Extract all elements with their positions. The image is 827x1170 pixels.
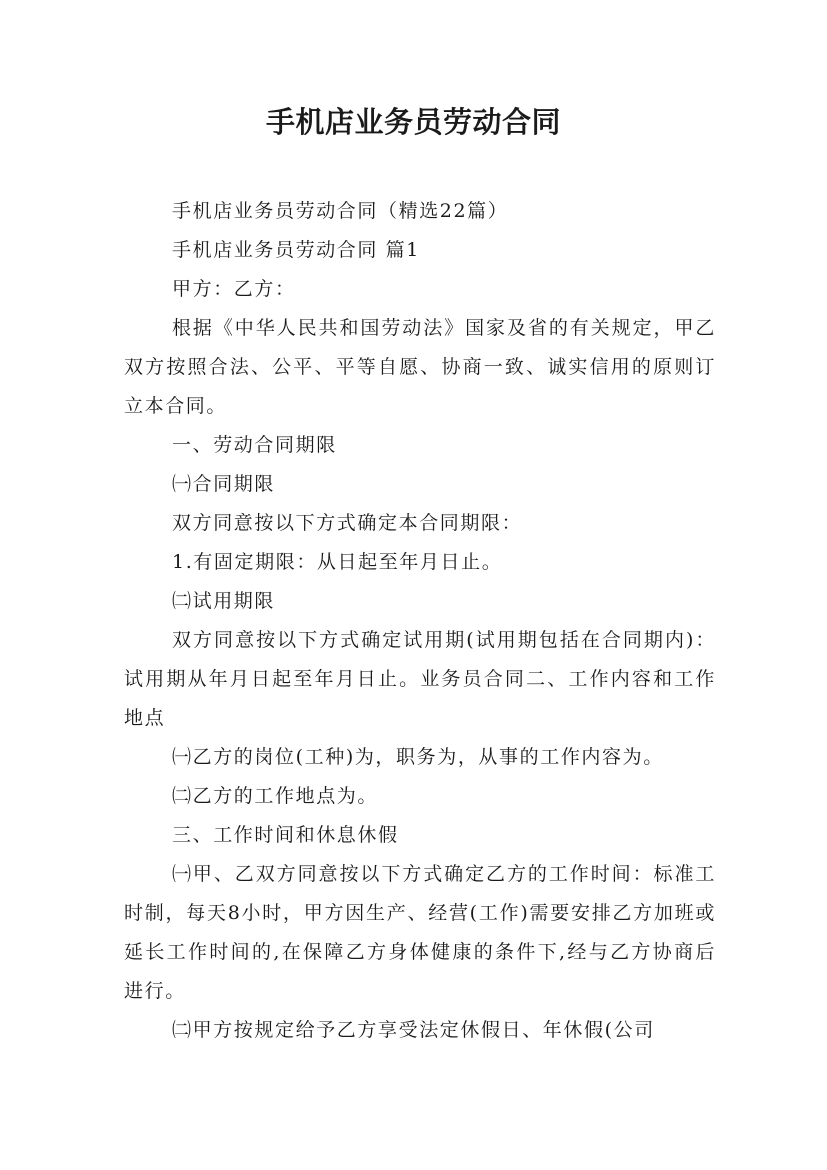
paragraph-working-hours: ㈠甲、乙双方同意按以下方式确定乙方的工作时间：标准工时制，每天8小时，甲方因生产、经营(工作)需要安排乙方加班或延长工作时间的,在保障乙方身体健康的条件下,经与乙方协商后进行。 [124,863,716,1002]
paragraph-fixed-term: 1.有固定期限：从日起至年月日止。 [172,551,503,573]
document-body [124,192,716,1050]
paragraph-holidays: ㈡甲方按规定给予乙方享受法定休假日、年休假(公司 [172,1019,655,1041]
paragraph-term-method: 双方同意按以下方式确定本合同期限： [172,512,523,534]
paragraph-parties: 甲方：乙方： [172,278,296,300]
paragraph-heading-contract-term: 一、劳动合同期限 [172,434,337,456]
paragraph-probation-heading: ㈡试用期限 [172,590,276,612]
paragraph-contract-period: ㈠合同期限 [172,473,276,495]
document-title: 手机店业务员劳动合同 [265,105,561,139]
paragraph-probation: 双方同意按以下方式确定试用期(试用期包括在合同期内)：试用期从年月日起至年月日止。业务员合同二、工作内容和工作地点 [124,629,716,729]
paragraph-preamble: 根据《中华人民共和国劳动法》国家及省的有关规定，甲乙双方按照合法、公平、平等自愿、协商一致、诚实信用的原则订立本合同。 [124,317,716,417]
paragraph-subtitle: 手机店业务员劳动合同（精选22篇） [172,200,509,222]
paragraph-heading-working-hours: 三、工作时间和休息休假 [172,824,399,846]
paragraph-section-heading: 手机店业务员劳动合同 篇1 [172,239,420,261]
paragraph-work-location: ㈡乙方的工作地点为。 [172,785,379,807]
paragraph-position: ㈠乙方的岗位(工种)为，职务为，从事的工作内容为。 [172,746,664,768]
